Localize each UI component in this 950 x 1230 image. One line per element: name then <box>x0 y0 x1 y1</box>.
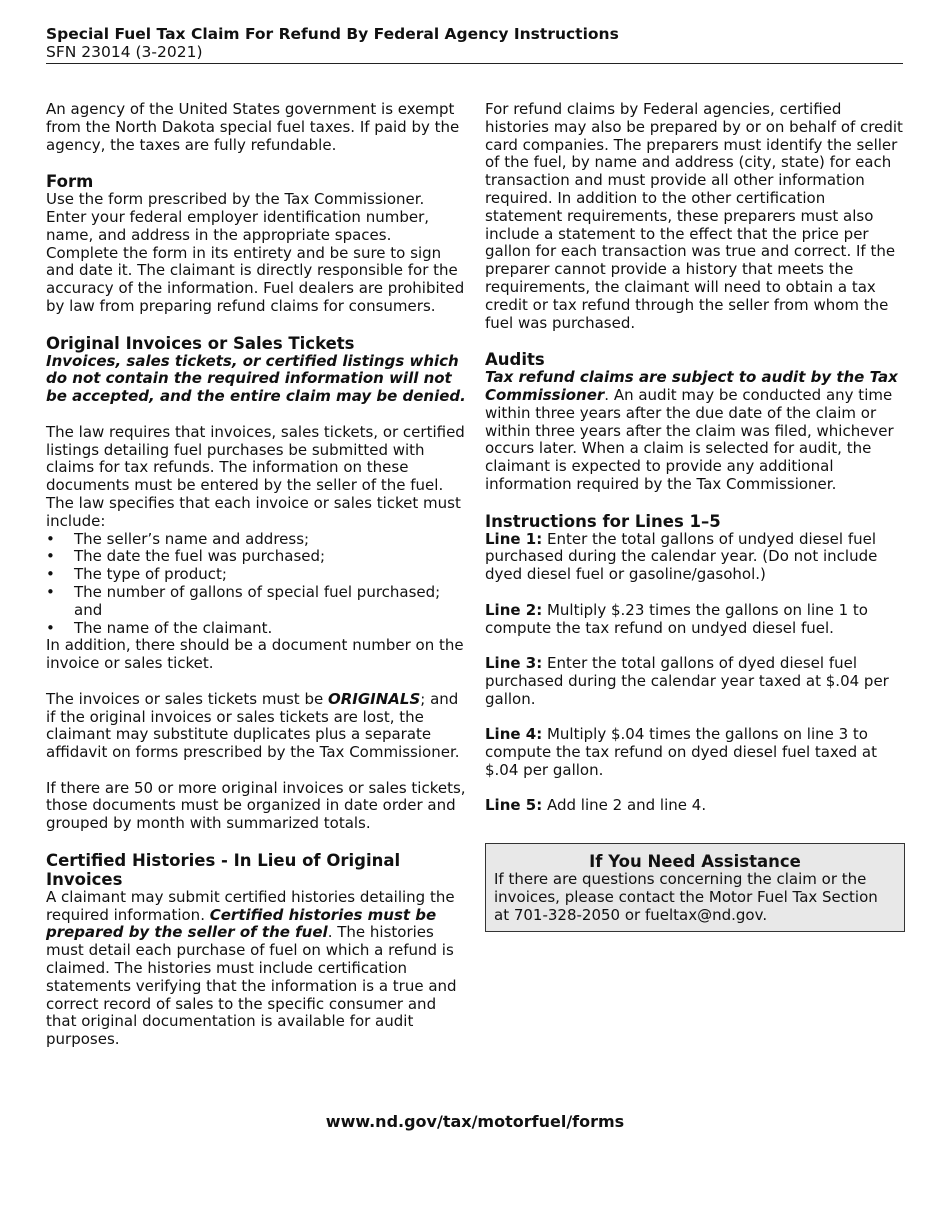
invoices-warning: Invoices, sales tickets, or certified listings which do not contain the required information will not be accepted, and the entire claim may be denied. <box>46 351 466 406</box>
line-1-instruction: Line 1: Enter the total gallons of undyed diesel fuel purchased during the calendar year. (Do not include dyed diesel fuel or gasoline/gasohol.) <box>485 529 878 584</box>
left-column <box>46 101 468 1049</box>
certified-histories-paragraph: A claimant may submit certified histories detailing the required information. Certified histories must be prepared by the seller of the fuel. The histories must detail each purchase of fuel on which a refund is claimed. The histories must include certification statements verifying that the information is a true and correct record of sales to the specific consumer and that original documentation is available for audit purposes. <box>46 887 457 1049</box>
assistance-text: If there are questions concerning the claim or the invoices, please contact the Motor Fuel Tax Section at 701-328-2050 or fueltax@nd.gov. <box>494 870 878 924</box>
list-item: • The number of gallons of special fuel purchased; and <box>46 582 441 619</box>
audits-emphasis: Tax refund claims are subject to audit by the Tax Commissioner <box>485 368 898 404</box>
intro-paragraph: An agency of the United States government is exempt from the North Dakota special fuel taxes. If paid by the agency, the taxes are fully refundable. <box>46 100 460 154</box>
list-item: • The date the fuel was purchased; <box>46 547 326 566</box>
bullet-icon: • <box>46 529 55 548</box>
list-item: • The type of product; <box>46 565 227 584</box>
line-3-instruction: Line 3: Enter the total gallons of dyed diesel fuel purchased during the calendar year taxed at $.04 per gallon. <box>485 654 889 708</box>
audits-paragraph: Tax refund claims are subject to audit by the Tax Commissioner. An audit may be conducted any time within three years after the due date of the claim or within three years after the claim was filed, whichever occurs later. When a claim is selected for audit, the claimant is expected to provide any additional information required by the Tax Commissioner. <box>485 368 898 493</box>
document-title: Special Fuel Tax Claim For Refund By Federal Agency Instructions <box>46 25 619 43</box>
bullet-icon: • <box>46 547 55 566</box>
line-2-instruction: Line 2: Multiply $.23 times the gallons on line 1 to compute the tax refund on undyed diesel fuel. <box>485 600 868 637</box>
form-heading: Form <box>46 172 94 192</box>
required-info-list <box>46 531 468 638</box>
line-5-instruction: Line 5: Add line 2 and line 4. <box>485 796 707 815</box>
list-item: • The name of the claimant. <box>46 618 273 637</box>
page-header <box>46 25 903 64</box>
bullet-icon: • <box>46 582 55 601</box>
bullet-icon: • <box>46 565 55 584</box>
list-item: • The seller’s name and address; <box>46 529 310 548</box>
certified-emphasis: Certified histories must be prepared by the seller of the fuel <box>46 905 437 942</box>
document-number-paragraph: In addition, there should be a document number on the invoice or sales ticket. <box>46 636 464 673</box>
refund-claims-paragraph: For refund claims by Federal agencies, certified histories may also be prepared by or on behalf of credit card companies. The preparers must identify the seller of the fuel, by name and address (city, state) for each transaction and must provide all other information required. In addition to the other certification statement requirements, these preparers must also include a statement to the effect that the price per gallon for each transaction was true and correct. If the preparer cannot provide a history that meets the requirements, the claimant will need to obtain a tax credit or tax refund through the seller from whom the fuel was purchased. <box>485 100 903 332</box>
invoices-law-paragraph: The law requires that invoices, sales tickets, or certified listings detailing fuel purchases be submitted with claims for tax refunds. The information on these documents must be entered by the seller of the fuel. The law specifies that each invoice or sales ticket must include: <box>46 422 465 530</box>
line-instructions-heading: Instructions for Lines 1–5 <box>485 511 721 531</box>
originals-paragraph: The invoices or sales tickets must be ORIGINALS; and if the original invoices or sales tickets are lost, the claimant may substitute duplicates plus a separate affidavit on forms prescribed by the Tax Commissioner. <box>46 689 460 762</box>
audits-heading: Audits <box>485 350 545 370</box>
assistance-title: If You Need Assistance <box>589 852 801 872</box>
form-paragraph: Use the form prescribed by the Tax Commissioner. Enter your federal employer identification number, name, and address in the appropriate spaces. Complete the form in its entirety and be sure to sign and date it. The claimant is directly responsible for the accuracy of the information. Fuel dealers are prohibited by law from preparing refund claims for consumers. <box>46 190 465 315</box>
invoices-heading: Original Invoices or Sales Tickets <box>46 333 355 353</box>
assistance-box <box>485 843 905 931</box>
footer-url: www.nd.gov/tax/motorfuel/forms <box>325 1112 625 1131</box>
line-4-instruction: Line 4: Multiply $.04 times the gallons on line 3 to compute the tax refund on dyed diesel fuel taxed at $.04 per gallon. <box>485 725 877 779</box>
bullet-icon: • <box>46 618 55 637</box>
certified-histories-heading: Certified Histories - In Lieu of Original Invoices <box>46 850 401 889</box>
fifty-invoices-paragraph: If there are 50 or more original invoices or sales tickets, those documents must be organized in date order and grouped by month with summarized totals. <box>46 778 466 833</box>
right-column <box>485 101 905 932</box>
form-number: SFN 23014 (3-2021) <box>46 43 203 61</box>
originals-emphasis: ORIGINALS <box>327 689 421 708</box>
